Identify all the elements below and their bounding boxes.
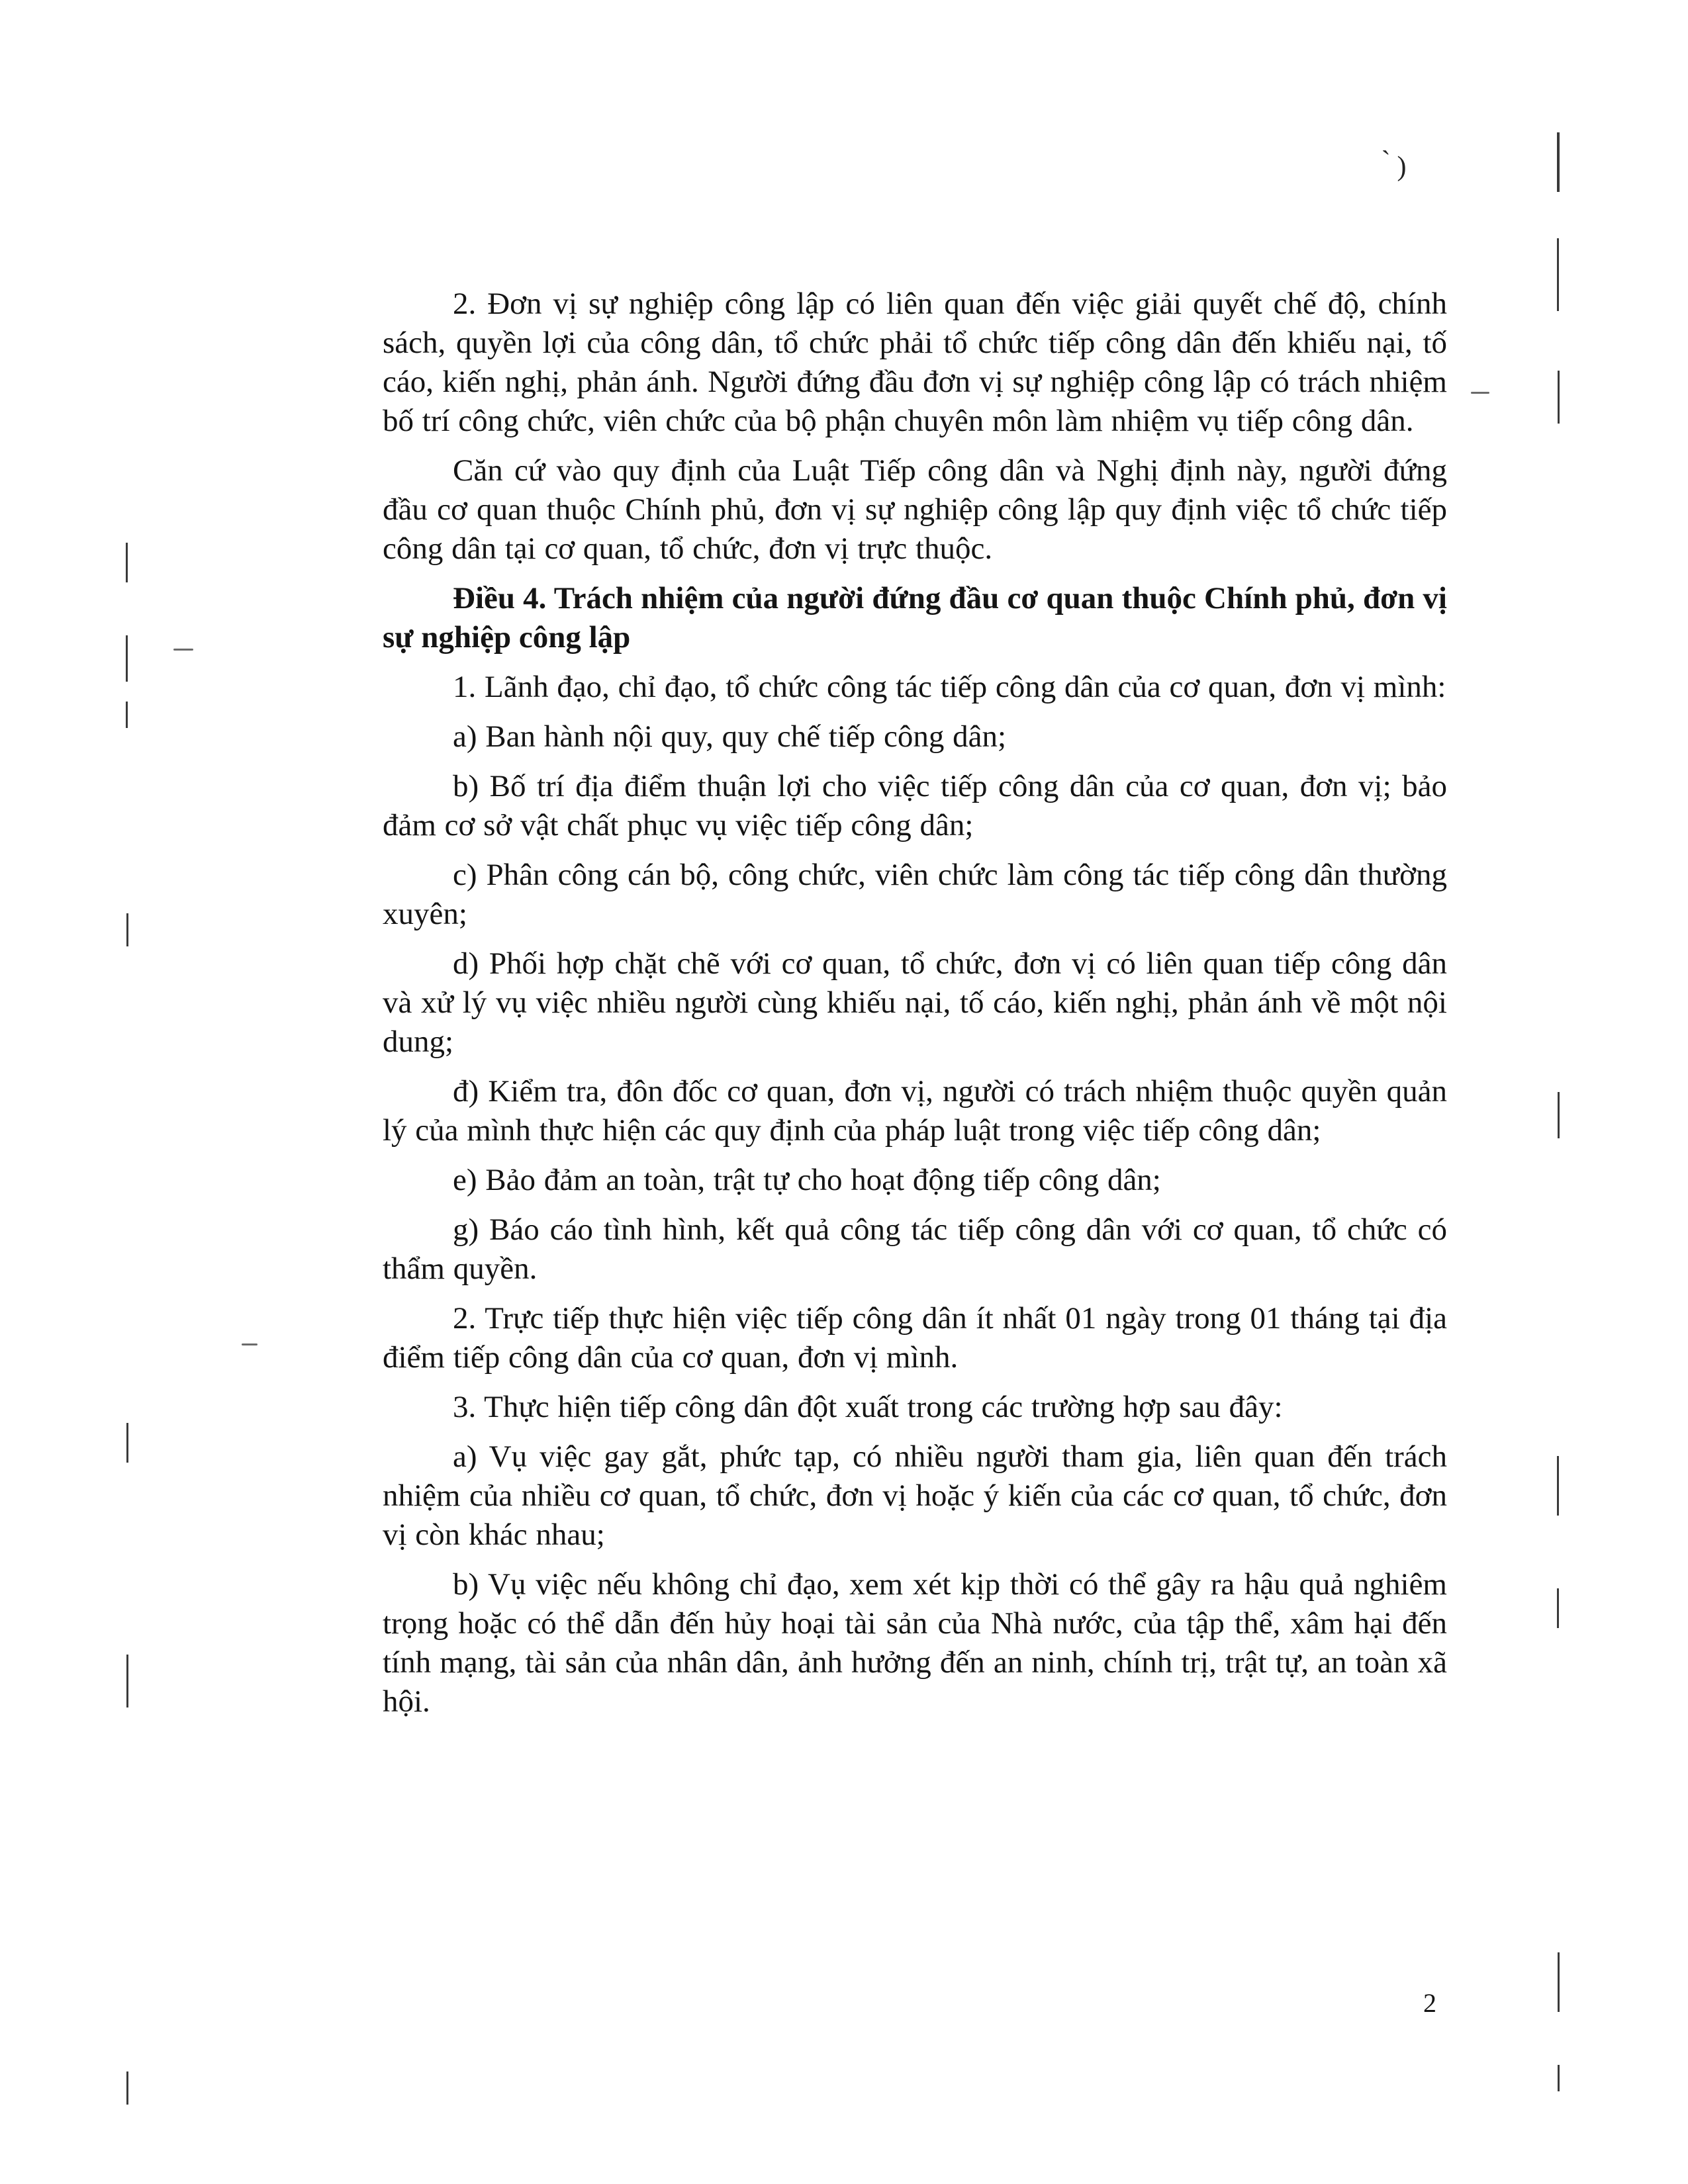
article-point: d) Phối hợp chặt chẽ với cơ quan, tổ chức, đơn vị có liên quan tiếp công dân và xử lý vụ việc nhiều người cùng khiếu nại, tố cáo, kiến nghị, phản ánh về một nội dung; xyxy=(383,946,1447,1059)
scan-edge-right xyxy=(1557,1456,1559,1516)
scan-edge-right xyxy=(1558,1092,1560,1138)
paragraph: 2. Đơn vị sự nghiệp công lập có liên quan đến việc giải quyết chế độ, chính sách, quyền lợi của công dân, tổ chức phải tổ chức tiếp công dân đến khiếu nại, tố cáo, kiến nghị, phản ánh. Người đứng đầu đơn vị sự nghiệp công lập có trách nhiệm bố trí công chức, viên chức của bộ phận chuyên môn làm nhiệm vụ tiếp công dân. xyxy=(383,287,1447,438)
article-point: b) Bố trí địa điểm thuận lợi cho việc tiếp công dân của cơ quan, đơn vị; bảo đảm cơ sở vật chất phục vụ việc tiếp công dân; xyxy=(383,769,1447,842)
corner-mark: ̀ ) xyxy=(1390,152,1407,182)
article-point: a) Vụ việc gay gắt, phức tạp, có nhiều người tham gia, liên quan đến trách nhiệm của nhiều cơ quan, tổ chức, đơn vị hoặc ý kiến của các cơ quan, tổ chức, đơn vị còn khác nhau; xyxy=(383,1439,1447,1552)
article-clause: 2. Trực tiếp thực hiện việc tiếp công dân ít nhất 01 ngày trong 01 tháng tại địa điểm tiếp công dân của cơ quan, đơn vị mình. xyxy=(383,1301,1447,1375)
scan-edge-left xyxy=(126,1423,128,1463)
scan-edge-left xyxy=(126,913,128,946)
paragraph: Căn cứ vào quy định của Luật Tiếp công dân và Nghị định này, người đứng đầu cơ quan thuộc Chính phủ, đơn vị sự nghiệp công lập quy định việc tổ chức tiếp công dân tại cơ quan, tổ chức, đơn vị trực thuộc. xyxy=(383,453,1447,566)
article-clause: 1. Lãnh đạo, chỉ đạo, tổ chức công tác tiếp công dân của cơ quan, đơn vị mình: xyxy=(453,670,1446,704)
document-body xyxy=(383,285,1447,1732)
scan-speck xyxy=(1471,392,1489,394)
scan-edge-right xyxy=(1557,238,1559,311)
scan-edge-left xyxy=(126,2071,128,2105)
scan-edge-right xyxy=(1558,371,1560,424)
article-point: c) Phân công cán bộ, công chức, viên chức làm công tác tiếp công dân thường xuyên; xyxy=(383,858,1447,931)
scan-speck xyxy=(242,1343,258,1345)
scan-edge-right xyxy=(1558,1952,1560,2012)
page-number: 2 xyxy=(1423,1988,1436,2018)
scan-edge-right xyxy=(1558,2065,1560,2091)
article-point: e) Bảo đảm an toàn, trật tự cho hoạt động tiếp công dân; xyxy=(453,1163,1161,1197)
article-point: b) Vụ việc nếu không chỉ đạo, xem xét kịp thời có thể gây ra hậu quả nghiêm trọng hoặc có thể dẫn đến hủy hoại tài sản của Nhà nước, của tập thể, xâm hại đến tính mạng, tài sản của nhân dân, ảnh hưởng đến an ninh, chính trị, trật tự, an toàn xã hội. xyxy=(383,1567,1447,1719)
article-point: đ) Kiểm tra, đôn đốc cơ quan, đơn vị, người có trách nhiệm thuộc quyền quản lý của mình thực hiện các quy định của pháp luật trong việc tiếp công dân; xyxy=(383,1074,1447,1148)
article-clause: 3. Thực hiện tiếp công dân đột xuất trong các trường hợp sau đây: xyxy=(453,1390,1283,1424)
scan-edge-left xyxy=(126,543,128,582)
scan-speck xyxy=(173,649,193,651)
scan-edge-left xyxy=(126,635,128,682)
article-heading: Điều 4. Trách nhiệm của người đứng đầu cơ quan thuộc Chính phủ, đơn vị sự nghiệp công lập xyxy=(383,581,1447,655)
article-point: g) Báo cáo tình hình, kết quả công tác tiếp công dân với cơ quan, tổ chức có thẩm quyền. xyxy=(383,1212,1447,1286)
scan-edge-left xyxy=(126,1655,128,1707)
article-point: a) Ban hành nội quy, quy chế tiếp công dân; xyxy=(453,719,1007,754)
scan-edge-left xyxy=(126,702,128,728)
scan-edge-right xyxy=(1557,1588,1559,1628)
scan-edge-right xyxy=(1557,132,1560,192)
